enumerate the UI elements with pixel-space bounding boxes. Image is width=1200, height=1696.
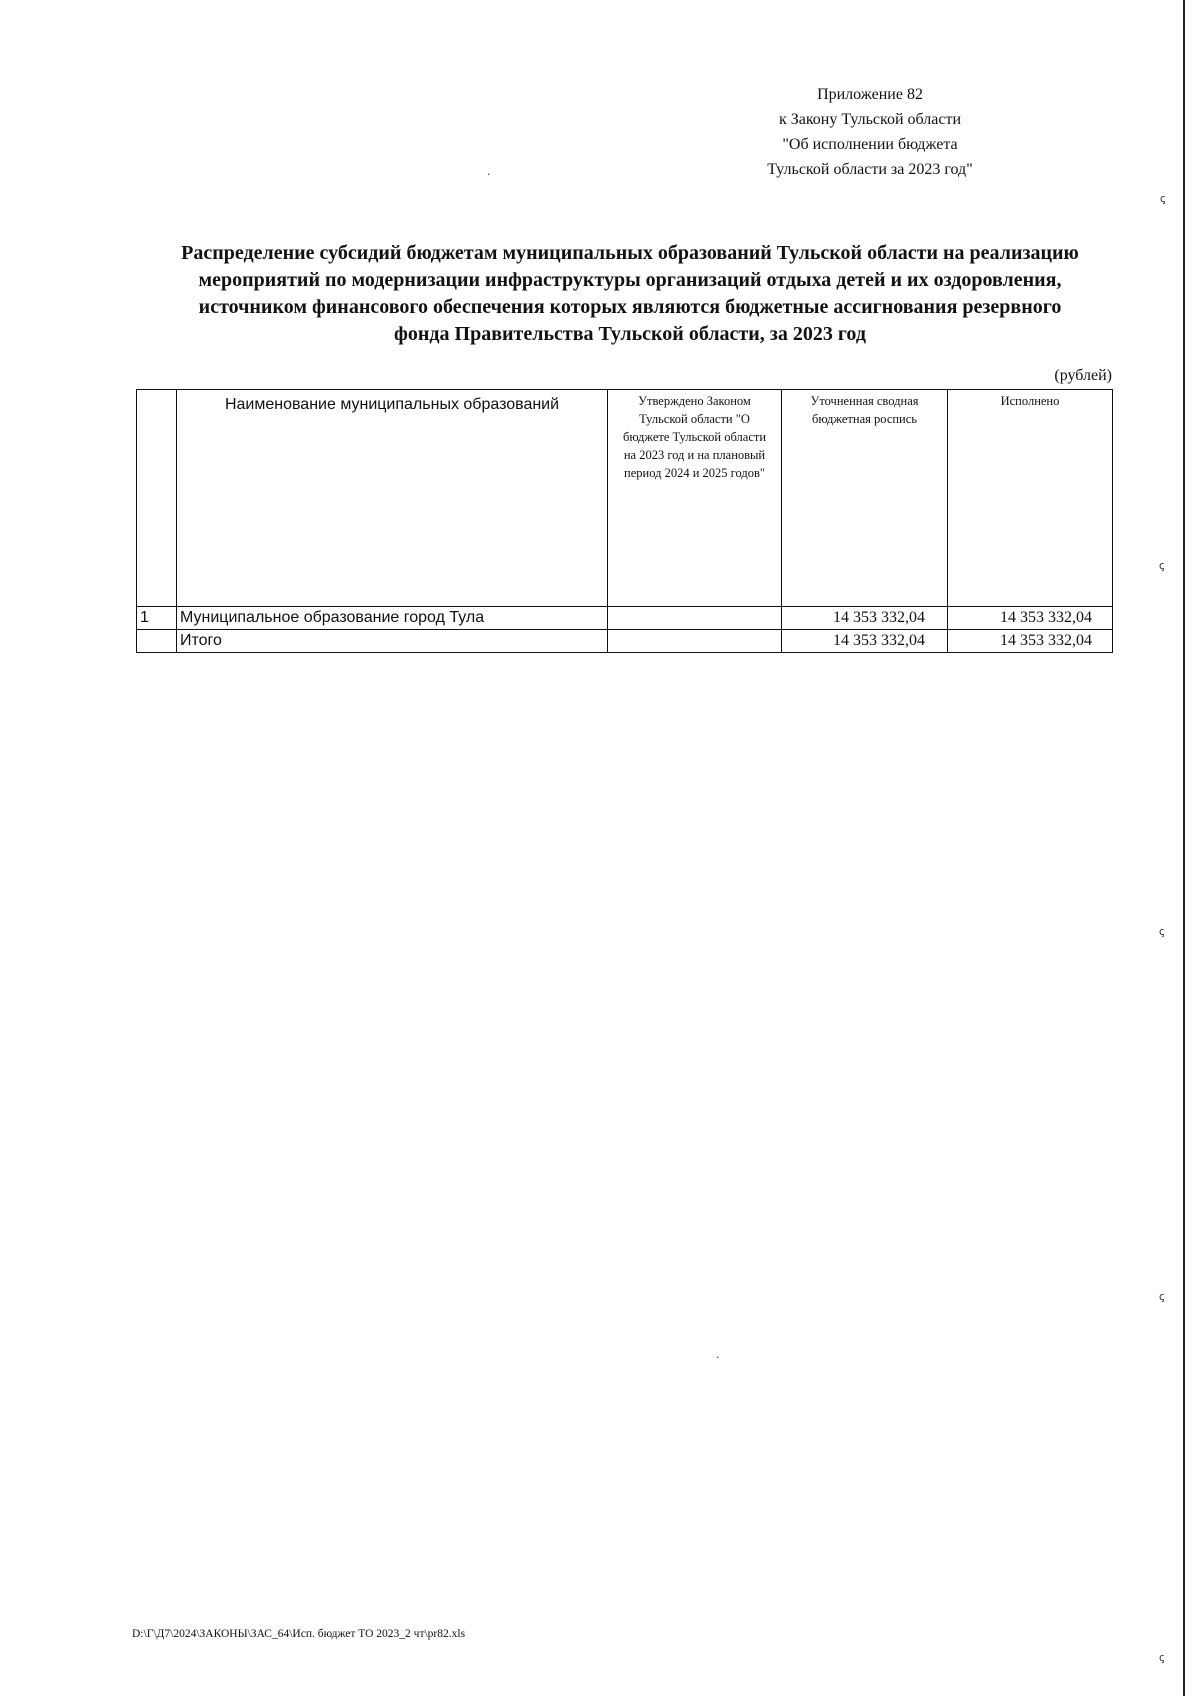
scan-mark: ꞔ — [1159, 559, 1165, 572]
appendix-block — [700, 82, 1040, 182]
scan-mark: ꞔ — [1160, 192, 1166, 205]
appendix-line: "Об исполнении бюджета — [782, 136, 958, 153]
header-num — [137, 390, 177, 607]
refined-amount: 14 353 332,04 — [782, 630, 948, 653]
approved-amount — [608, 630, 782, 653]
title-line: источником финансового обеспечения которых являются бюджетные ассигнования резервного — [198, 296, 1062, 318]
header-executed: Исполнено — [948, 390, 1113, 607]
scan-dot: · — [487, 168, 491, 181]
row-number — [137, 630, 177, 653]
distribution-table — [136, 389, 1113, 653]
appendix-line: Тульской области за 2023 год" — [767, 161, 973, 178]
row-number: 1 — [137, 607, 177, 630]
scan-mark: ꞔ — [1159, 1290, 1165, 1303]
header-refined: Уточненная сводная бюджетная роспись — [782, 390, 948, 607]
title-line: фонда Правительства Тульской области, за 2023 год — [394, 323, 866, 345]
title-line: мероприятий по модернизации инфраструктуры организаций отдыха детей и их оздоровления, — [198, 269, 1062, 291]
table-row — [137, 607, 1113, 630]
scan-dot: · — [716, 1351, 720, 1364]
document-title — [130, 240, 1130, 348]
scan-mark: ꞔ — [1159, 1651, 1165, 1664]
file-path-footer: D:\Г\Д7\2024\ЗАКОНЫ\ЗАС_64\Исп. бюджет ТО 2023_2 чт\pr82.xls — [132, 1628, 466, 1640]
page-edge-line — [1183, 0, 1185, 1696]
total-label: Итого — [177, 630, 608, 653]
municipality-name: Муниципальное образование город Тула — [177, 607, 608, 630]
scan-mark: ꞔ — [1159, 925, 1165, 938]
refined-amount: 14 353 332,04 — [782, 607, 948, 630]
approved-amount — [608, 607, 782, 630]
units-label: (рублей) — [1054, 367, 1112, 384]
header-name: Наименование муниципальных образований — [177, 390, 608, 607]
executed-amount: 14 353 332,04 — [948, 607, 1113, 630]
appendix-line: к Закону Тульской области — [778, 111, 962, 128]
table-total-row — [137, 630, 1113, 653]
executed-amount: 14 353 332,04 — [948, 630, 1113, 653]
title-line: Распределение субсидий бюджетам муниципальных образований Тульской области на реализацию — [181, 242, 1079, 264]
header-approved: Утверждено Законом Тульской области "О бюджете Тульской области на 2023 год и на плановый период 2024 и 2025 годов" — [608, 390, 782, 607]
table-header-row — [137, 390, 1113, 607]
appendix-line: Приложение 82 — [817, 86, 923, 103]
